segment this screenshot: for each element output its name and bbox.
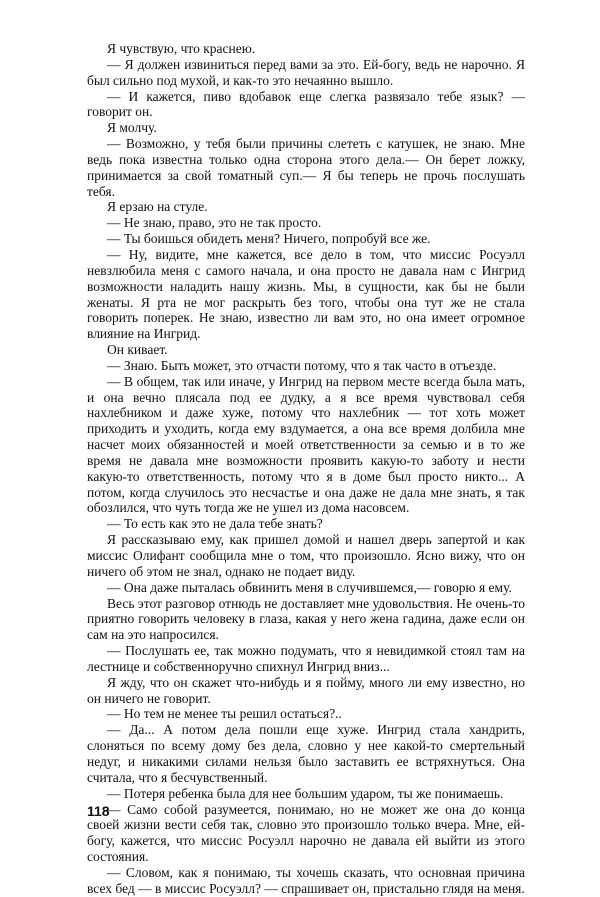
paragraph: — Знаю. Быть может, это отчасти потому, что я так часто в отъезде. xyxy=(107,357,497,373)
paragraph: — Словом, как я понимаю, ты хочешь сказать, что основная причина всех бед — в миссис Росуэлл? — спрашивает он, пристально глядя на меня. xyxy=(87,864,525,896)
paragraph: — В общем, так или иначе, у Ингрид на первом месте всегда была мать, и она вечно плясала под ее дудку, а я все время чувствовал себя нахлебником и даже хуже, потому что нахлебник — тот хоть может приходить и уходить, когда ему вздумается, а она все время долбила мне насчет моих обязанностей и моей ответственности за семью и в то же время не давала мне возможности проявить какую-то заботу и нести какую-то ответственность, потому что я в доме был просто никто... А потом, когда случилось это несчастье и она даже не дала мне знать, я так обозлился, что чуть тогда же не ушел из дома насовсем. xyxy=(87,373,525,516)
paragraph: — Послушать ее, так можно подумать, что я невидимкой стоял там на лестнице и собственноручно спихнул Ингрид вниз... xyxy=(87,643,525,674)
paragraph: — Не знаю, право, это не так просто. xyxy=(107,215,322,231)
paragraph: — Ты боишься обидеть меня? Ничего, попробуй все же. xyxy=(107,231,431,247)
paragraph: — То есть как это не дала тебе знать? xyxy=(107,516,323,532)
paragraph: — Потеря ребенка была для нее большим ударом, ты же понимаешь. xyxy=(107,785,504,801)
paragraph: Весь этот разговор отнюдь не доставляет мне удовольствия. Не очень-то приятно говорить человеку в глаза, какая у него жена гадина, даже если он сам на это напросился. xyxy=(87,595,525,643)
page-text xyxy=(87,41,525,897)
paragraph: — Но тем не менее ты решил остаться?.. xyxy=(107,706,342,722)
paragraph: — Возможно, у тебя были причины слететь с катушек, не знаю. Мне ведь пока известна только одна сторона этого дела.— Он берет ложку, принимается за свой томатный суп.— Я бы теперь не прочь послушать тебя. xyxy=(87,136,525,199)
paragraph: Я чувствую, что краснею. xyxy=(107,41,256,56)
paragraph: Я жду, что он скажет что-нибудь и я пойму, много ли ему известно, но он ничего не говорит. xyxy=(87,674,525,706)
paragraph: Я молчу. xyxy=(107,120,157,136)
paragraph: — Она даже пыталась обвинить меня в случившемся,— говорю я ему. xyxy=(107,579,512,595)
paragraph: — Да... А потом дела пошли еще хуже. Ингрид стала хандрить, слоняться по всему дому без дела, словно у нее какой-то смертельный недуг, и никакими силами нельзя было заставить ее встряхнуться. Она считала, что я бесчувственный. xyxy=(87,722,525,785)
paragraph: Я рассказываю ему, как пришел домой и нашел дверь запертой и как миссис Олифант сообщила мне о том, что произошло. Ясно вижу, что он ничего об этом не знал, однако не подает виду. xyxy=(87,532,525,579)
paragraph: — Само собой разумеется, понимаю, но не может же она до конца своей жизни вести себя так, словно это произошло только вчера. Мне, ей-богу, кажется, что миссис Росуэлл нарочно не давала ей выйти из этого состояния. xyxy=(87,801,525,865)
page-number: 118 xyxy=(87,803,110,819)
paragraph: — Я должен извиниться перед вами за это. Ей-богу, ведь не нарочно. Я был сильно под мухой, и как-то это нечаянно вышло. xyxy=(87,56,525,88)
paragraph: Он кивает. xyxy=(107,342,168,358)
paragraph: Я ерзаю на стуле. xyxy=(107,199,208,215)
paragraph: — И кажется, пиво вдобавок еще слегка развязало тебе язык? — говорит он. xyxy=(87,88,525,120)
paragraph: — Ну, видите, мне кажется, все дело в том, что миссис Росуэлл невзлюбила меня с самого начала, и она просто не давала нам с Ингрид возможности наладить нашу жизнь. Мы, в сущности, как бы не были женаты. Я рта не мог раскрыть без того, чтобы она тут же не стала говорить поперек. Не знаю, известно ли вам это, но она имеет огромное влияние на Ингрид. xyxy=(87,246,525,342)
